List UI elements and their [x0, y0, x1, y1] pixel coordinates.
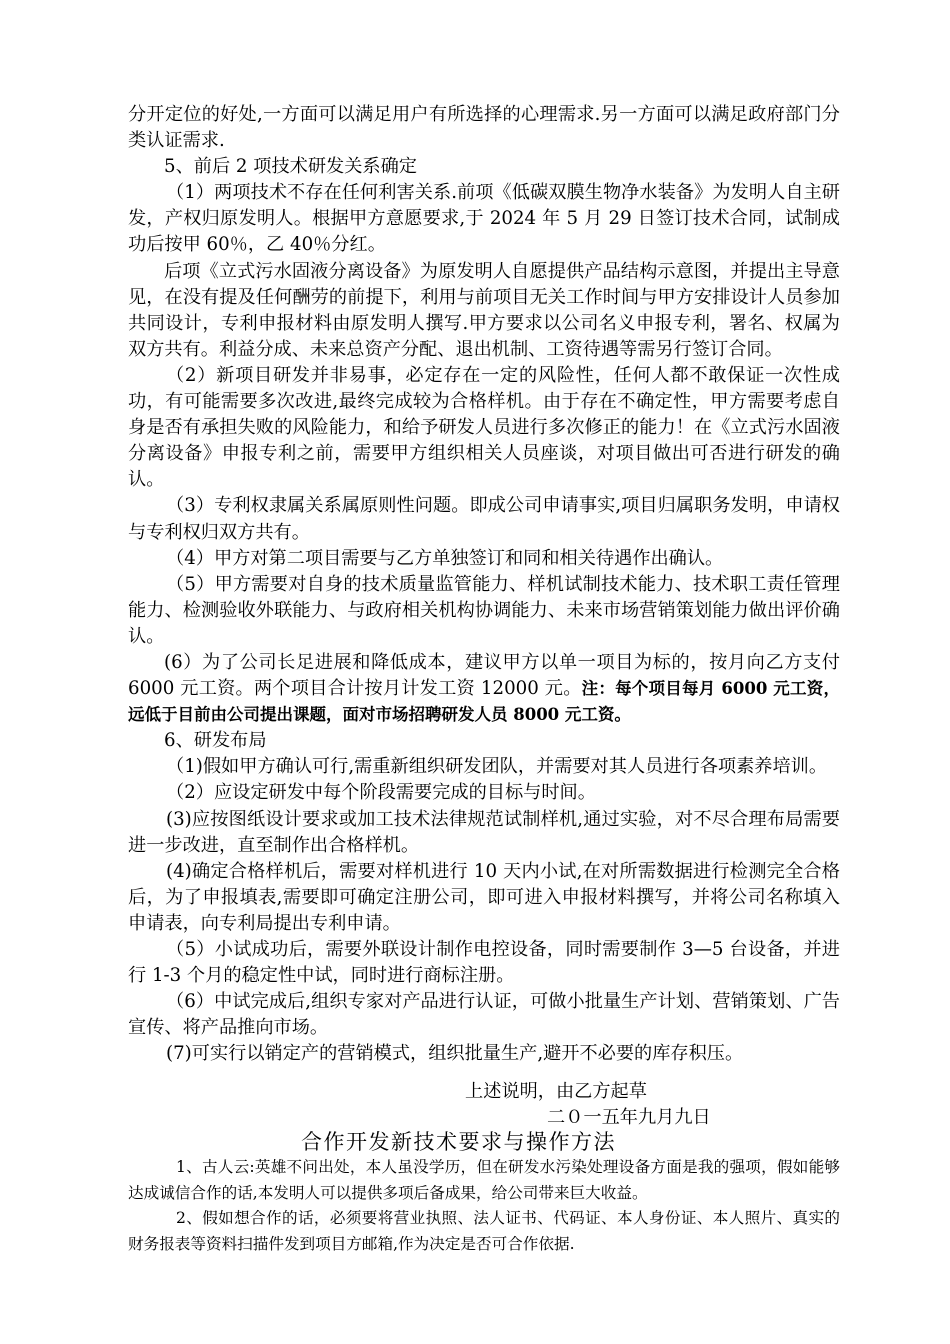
- paragraph-item-5-4: （4）甲方对第二项目需要与乙方单独签订和同和相关待遇作出确认。: [166, 547, 724, 569]
- paragraph-positioning-benefit: 分开定位的好处,一方面可以满足用户有所选择的心理需求.另一方面可以满足政府部门分类认证需求.: [128, 104, 840, 152]
- section-heading-5: 5、前后 2 项技术研发关系确定: [164, 156, 417, 178]
- salary-note: 注：每个项目每月 6000 元工资，远低于目前由公司提出课题，面对市场招聘研发人员 8000 元工资。: [128, 679, 840, 725]
- document-body: [128, 102, 840, 1067]
- section2-paragraph-1: 1、古人云:英雄不问出处，本人虽没学历，但在研发水污染处理设备方面是我的强项，假如能够达成诚信合作的话,本发明人可以提供多项后备成果，给公司带来巨大收益。: [128, 1158, 840, 1202]
- paragraph-item-6-4: (4)确定合格样机后，需要对样机进行 10 天内小试,在对所需数据进行检测完全合格后，为了申报填表,需要即可确定注册公司，即可进入申报材料撰写，并将公司名称填入申请表，向专利局提出专利申请。: [128, 860, 840, 934]
- paragraph-item-6-3: (3)应按图纸设计要求或加工技术法律规范试制样机,通过实验，对不尽合理布局需要进一步改进，直至制作出合格样机。: [128, 808, 840, 856]
- paragraph-second-project: 后项《立式污水固液分离设备》为原发明人自愿提供产品结构示意图，并提出主导意见，在没有提及任何酬劳的前提下，利用与前项目无关工作时间与甲方安排设计人员参加共同设计，专利申报材料由原发明人撰写.甲方要求以公司名义申报专利，署名、权属为双方共有。利益分成、未来总资产分配、退出机制、工资待遇等需另行签订合同。: [128, 260, 840, 360]
- paragraph-item-6-1: （1)假如甲方确认可行,需重新组织研发团队，并需要对其人员进行各项素养培训。: [166, 756, 828, 778]
- paragraph-item-6-5: （5）小试成功后，需要外联设计制作电控设备，同时需要制作 3—5 台设备，并进行 1-3 个月的稳定性中试，同时进行商标注册。: [128, 939, 840, 987]
- section-heading-6: 6、研发布局: [164, 730, 267, 752]
- signature-drafter: 上述说明，由乙方起草: [465, 1081, 647, 1102]
- paragraph-item-5-5: （5）甲方需要对自身的技术质量监管能力、样机试制技术能力、技术职工责任管理能力、检测验收外联能力、与政府相关机构协调能力、未来市场营销策划能力做出评价确认。: [128, 573, 840, 647]
- paragraph-item-5-6-text: (6）为了公司长足进展和降低成本，建议甲方以单一项目为标的，按月向乙方支付 6000 元工资。两个项目合计按月计发工资 12000 元。: [128, 651, 840, 700]
- section2-title: 合作开发新技术要求与操作方法: [301, 1130, 616, 1154]
- paragraph-item-6-7: (7)可实行以销定产的营销模式，组织批量生产,避开不必要的库存积压。: [166, 1043, 744, 1065]
- paragraph-item-5-1: （1）两项技术不存在任何利害关系.前项《低碳双膜生物净水装备》为发明人自主研发，产权归原发明人。根据甲方意愿要求,于 2024 年 5 月 29 日签订技术合同，试制成功后按甲 60％，乙 40％分红。: [128, 182, 840, 256]
- paragraph-item-5-2: （2）新项目研发并非易事，必定存在一定的风险性，任何人都不敢保证一次性成功，有可能需要多次改进,最终完成较为合格样机。由于存在不确定性，甲方需要考虑自身是否有承担失败的风险能力，和给予研发人员进行多次修正的能力！在《立式污水固液分离设备》申报专利之前，需要甲方组织相关人员座谈，对项目做出可否进行研发的确认。: [128, 364, 840, 491]
- paragraph-item-6-2: （2）应设定研发中每个阶段需要完成的目标与时间。: [166, 782, 596, 804]
- paragraph-item-5-6: [128, 650, 840, 728]
- section2-paragraph-2: 2、假如想合作的话，必须要将营业执照、法人证书、代码证、本人身份证、本人照片、真实的财务报表等资料扫描件发到项目方邮箱,作为决定是否可合作依据.: [128, 1209, 840, 1253]
- paragraph-item-6-6: （6）中试完成后,组织专家对产品进行认证，可做小批量生产计划、营销策划、广告宣传、将产品推向市场。: [128, 991, 840, 1039]
- signature-date: 二０一五年九月九日: [547, 1107, 711, 1128]
- section2-body: [128, 1155, 840, 1257]
- paragraph-item-5-3: （3）专利权隶属关系属原则性问题。即成公司申请事实,项目归属职务发明，申请权与专利权归双方共有。: [128, 495, 840, 543]
